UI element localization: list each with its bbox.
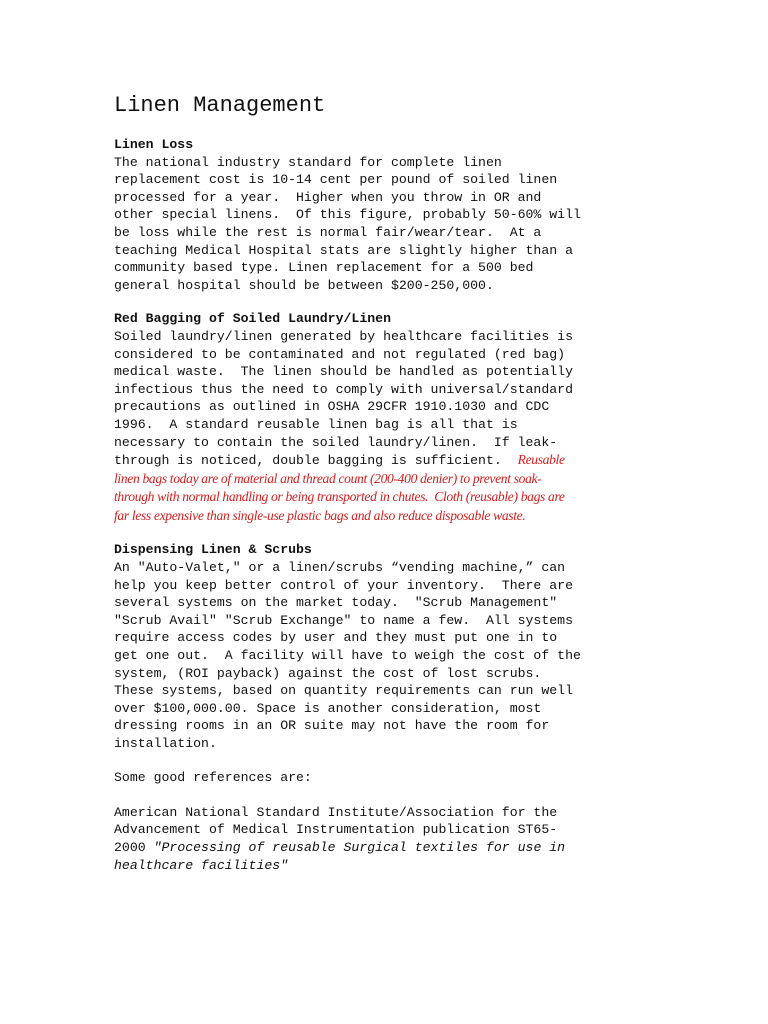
document-page: [114, 90, 654, 874]
section-dispensing: [114, 541, 654, 752]
reference-title: "Processing of reusable Surgical textiles for use in healthcare facilities": [114, 839, 566, 873]
reference-entry: [114, 804, 654, 874]
section-linen-loss: [114, 136, 654, 294]
paragraph-dispensing: An "Auto-Valet," or a linen/scrubs “vending machine,” can help you keep better control of your inventory. There are several systems on the market today. "Scrub Management" "Scrub Avail" "Scrub Exchange" to name a few. All systems require access codes by user and they must put one in to get one out. A facility will have to weigh the cost of the system, (ROI payback) against the cost of lost scrubs. These systems, based on quantity requirements can run well over $100,000.00. Space is another consideration, most dressing rooms in an OR suite may not have the room for installation.: [114, 560, 581, 751]
paragraph-red-bagging-text: Soiled laundry/linen generated by healthcare facilities is considered to be contaminated and not regulated (red bag) medical waste. The linen should be handled as potentially infectious thus the need to comply with universal/standard precautions as outlined in OSHA 29CFR 1910.1030 and CDC 1996. A standard reusable linen bag is all that is necessary to contain the soiled laundry/linen. If leak- through is noticed, double bagging is sufficient.: [114, 328, 573, 469]
paragraph-linen-loss: The national industry standard for complete linen replacement cost is 10-14 cent per pound of soiled linen processed for a year. Higher when you throw in OR and other special linens. Of this figure, probably 50-60% will be loss while the rest is normal fair/wear/tear. At a teaching Medical Hospital stats are slightly higher than a community based type. Linen replacement for a 500 bed general hospital should be between $200-250,000.: [114, 154, 581, 293]
paragraph-red-bagging: [114, 328, 654, 526]
section-heading-linen-loss: Linen Loss: [114, 137, 194, 152]
section-heading-dispensing: Dispensing Linen & Scrubs: [114, 542, 312, 558]
document-title: Linen Management: [114, 93, 326, 118]
references-intro: Some good references are:: [114, 769, 312, 785]
section-heading-red-bagging: Red Bagging of Soiled Laundry/Linen: [114, 311, 391, 327]
reference-text: American National Standard Institute/Association for the Advancement of Medical Instrumentation publication ST65- 2000: [114, 804, 558, 855]
section-red-bagging: [114, 310, 654, 525]
red-note-reusable-bags: Reusable linen bags today are of material and thread count (200-400 denier) to prevent soak- through with normal handling or being transported in chutes. Cloth (reusable) bags are far less expensive than single-use plastic bags and also reduce disposable waste.: [114, 452, 565, 523]
